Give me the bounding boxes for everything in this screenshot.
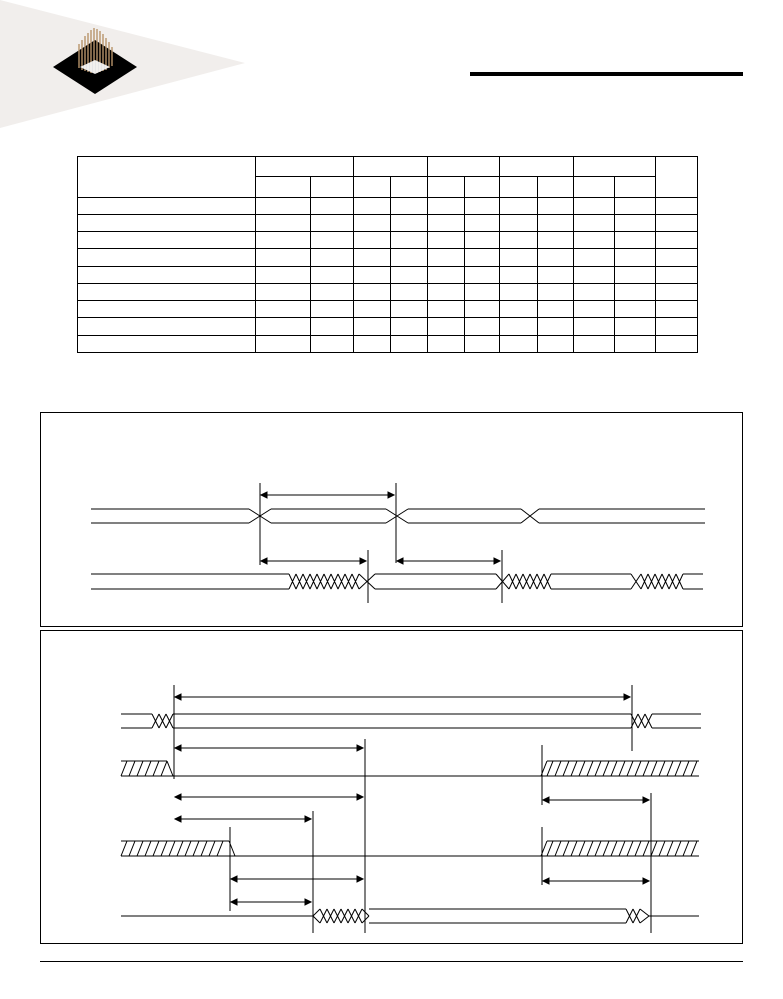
value-cell bbox=[354, 318, 391, 335]
value-cell bbox=[354, 197, 391, 214]
value-cell bbox=[391, 197, 427, 214]
value-cell bbox=[427, 232, 464, 249]
value-cell bbox=[615, 214, 655, 231]
value-cell bbox=[354, 249, 391, 266]
table-row bbox=[78, 301, 698, 318]
value-cell bbox=[354, 232, 391, 249]
value-cell bbox=[465, 232, 500, 249]
value-cell bbox=[255, 197, 310, 214]
write-signal-1 bbox=[121, 714, 701, 728]
write-signal-2 bbox=[121, 761, 699, 776]
value-cell bbox=[354, 266, 391, 283]
value-cell bbox=[574, 318, 615, 335]
min-max-header bbox=[537, 177, 573, 197]
value-cell bbox=[465, 318, 500, 335]
value-cell bbox=[255, 283, 310, 300]
value-cell bbox=[465, 335, 500, 352]
min-max-header bbox=[354, 177, 391, 197]
write-reference-lines bbox=[174, 685, 651, 933]
value-cell bbox=[310, 283, 353, 300]
title-rule bbox=[470, 72, 743, 76]
parameter-cell bbox=[78, 249, 256, 266]
value-cell bbox=[427, 266, 464, 283]
unit-cell bbox=[655, 249, 697, 266]
table-row bbox=[78, 214, 698, 231]
value-cell bbox=[574, 301, 615, 318]
unit-cell bbox=[655, 232, 697, 249]
table-row bbox=[78, 232, 698, 249]
parameter-cell bbox=[78, 318, 256, 335]
speed-grade-header bbox=[354, 157, 428, 177]
value-cell bbox=[615, 266, 655, 283]
value-cell bbox=[537, 283, 573, 300]
unit-cell bbox=[655, 335, 697, 352]
timing-parameter-table bbox=[77, 156, 698, 353]
value-cell bbox=[500, 335, 537, 352]
value-cell bbox=[537, 266, 573, 283]
value-cell bbox=[427, 249, 464, 266]
parameter-header bbox=[78, 157, 256, 198]
value-cell bbox=[537, 249, 573, 266]
value-cell bbox=[427, 214, 464, 231]
parameter-cell bbox=[78, 301, 256, 318]
value-cell bbox=[391, 318, 427, 335]
parameter-cell bbox=[78, 232, 256, 249]
value-cell bbox=[465, 214, 500, 231]
min-max-header bbox=[427, 177, 464, 197]
value-cell bbox=[615, 249, 655, 266]
speed-grade-header bbox=[574, 157, 656, 177]
value-cell bbox=[354, 283, 391, 300]
value-cell bbox=[465, 197, 500, 214]
unit-header bbox=[655, 157, 697, 198]
value-cell bbox=[615, 283, 655, 300]
write-signal-3 bbox=[121, 841, 699, 856]
value-cell bbox=[427, 335, 464, 352]
table-row bbox=[78, 249, 698, 266]
unit-cell bbox=[655, 318, 697, 335]
min-max-header bbox=[310, 177, 353, 197]
value-cell bbox=[537, 232, 573, 249]
table-row bbox=[78, 335, 698, 352]
read-signal-2 bbox=[91, 574, 703, 589]
write-signal-4 bbox=[121, 909, 699, 923]
value-cell bbox=[255, 266, 310, 283]
value-cell bbox=[255, 249, 310, 266]
value-cell bbox=[500, 232, 537, 249]
value-cell bbox=[537, 197, 573, 214]
value-cell bbox=[500, 301, 537, 318]
value-cell bbox=[354, 301, 391, 318]
value-cell bbox=[427, 301, 464, 318]
value-cell bbox=[537, 301, 573, 318]
value-cell bbox=[391, 232, 427, 249]
value-cell bbox=[537, 335, 573, 352]
value-cell bbox=[574, 266, 615, 283]
speed-grade-header bbox=[500, 157, 574, 177]
parameter-cell bbox=[78, 214, 256, 231]
value-cell bbox=[255, 318, 310, 335]
table-row bbox=[78, 197, 698, 214]
read-cycle-waveform bbox=[41, 413, 744, 628]
read-cycle-waveform-panel bbox=[40, 412, 743, 627]
value-cell bbox=[615, 197, 655, 214]
value-cell bbox=[427, 318, 464, 335]
read-signal-1 bbox=[91, 509, 705, 523]
parameter-cell bbox=[78, 197, 256, 214]
value-cell bbox=[500, 283, 537, 300]
value-cell bbox=[465, 266, 500, 283]
value-cell bbox=[310, 318, 353, 335]
write-timing-arrows bbox=[175, 694, 649, 905]
write-cycle-waveform-panel bbox=[40, 630, 743, 944]
value-cell bbox=[310, 214, 353, 231]
min-max-header bbox=[500, 177, 537, 197]
table-row bbox=[78, 266, 698, 283]
value-cell bbox=[427, 197, 464, 214]
min-max-header bbox=[574, 177, 615, 197]
value-cell bbox=[537, 214, 573, 231]
value-cell bbox=[310, 232, 353, 249]
value-cell bbox=[310, 197, 353, 214]
value-cell bbox=[354, 214, 391, 231]
value-cell bbox=[574, 232, 615, 249]
value-cell bbox=[427, 283, 464, 300]
value-cell bbox=[391, 214, 427, 231]
speed-grade-header bbox=[427, 157, 500, 177]
value-cell bbox=[574, 249, 615, 266]
value-cell bbox=[255, 335, 310, 352]
value-cell bbox=[391, 249, 427, 266]
value-cell bbox=[255, 214, 310, 231]
unit-cell bbox=[655, 283, 697, 300]
header-band bbox=[0, 0, 783, 140]
value-cell bbox=[615, 318, 655, 335]
min-max-header bbox=[615, 177, 655, 197]
value-cell bbox=[391, 301, 427, 318]
value-cell bbox=[465, 283, 500, 300]
value-cell bbox=[310, 301, 353, 318]
value-cell bbox=[255, 301, 310, 318]
table-row bbox=[78, 318, 698, 335]
unit-cell bbox=[655, 266, 697, 283]
read-timing-arrows bbox=[261, 492, 500, 564]
value-cell bbox=[537, 318, 573, 335]
value-cell bbox=[500, 249, 537, 266]
value-cell bbox=[465, 301, 500, 318]
unit-cell bbox=[655, 214, 697, 231]
speed-grade-header bbox=[255, 157, 353, 177]
write-cycle-waveform bbox=[41, 631, 744, 945]
value-cell bbox=[500, 214, 537, 231]
value-cell bbox=[465, 249, 500, 266]
value-cell bbox=[310, 266, 353, 283]
value-cell bbox=[391, 283, 427, 300]
value-cell bbox=[500, 197, 537, 214]
value-cell bbox=[500, 318, 537, 335]
parameter-cell bbox=[78, 335, 256, 352]
parameter-cell bbox=[78, 266, 256, 283]
value-cell bbox=[391, 335, 427, 352]
value-cell bbox=[574, 214, 615, 231]
min-max-header bbox=[391, 177, 427, 197]
value-cell bbox=[615, 335, 655, 352]
min-max-header bbox=[255, 177, 310, 197]
value-cell bbox=[391, 266, 427, 283]
value-cell bbox=[310, 335, 353, 352]
value-cell bbox=[310, 249, 353, 266]
unit-cell bbox=[655, 301, 697, 318]
footer-rule bbox=[40, 961, 743, 962]
parameter-cell bbox=[78, 283, 256, 300]
value-cell bbox=[574, 197, 615, 214]
value-cell bbox=[500, 266, 537, 283]
unit-cell bbox=[655, 197, 697, 214]
value-cell bbox=[574, 283, 615, 300]
value-cell bbox=[615, 301, 655, 318]
min-max-header bbox=[465, 177, 500, 197]
value-cell bbox=[615, 232, 655, 249]
value-cell bbox=[255, 232, 310, 249]
value-cell bbox=[574, 335, 615, 352]
read-reference-lines bbox=[260, 483, 502, 603]
value-cell bbox=[354, 335, 391, 352]
table-row bbox=[78, 283, 698, 300]
